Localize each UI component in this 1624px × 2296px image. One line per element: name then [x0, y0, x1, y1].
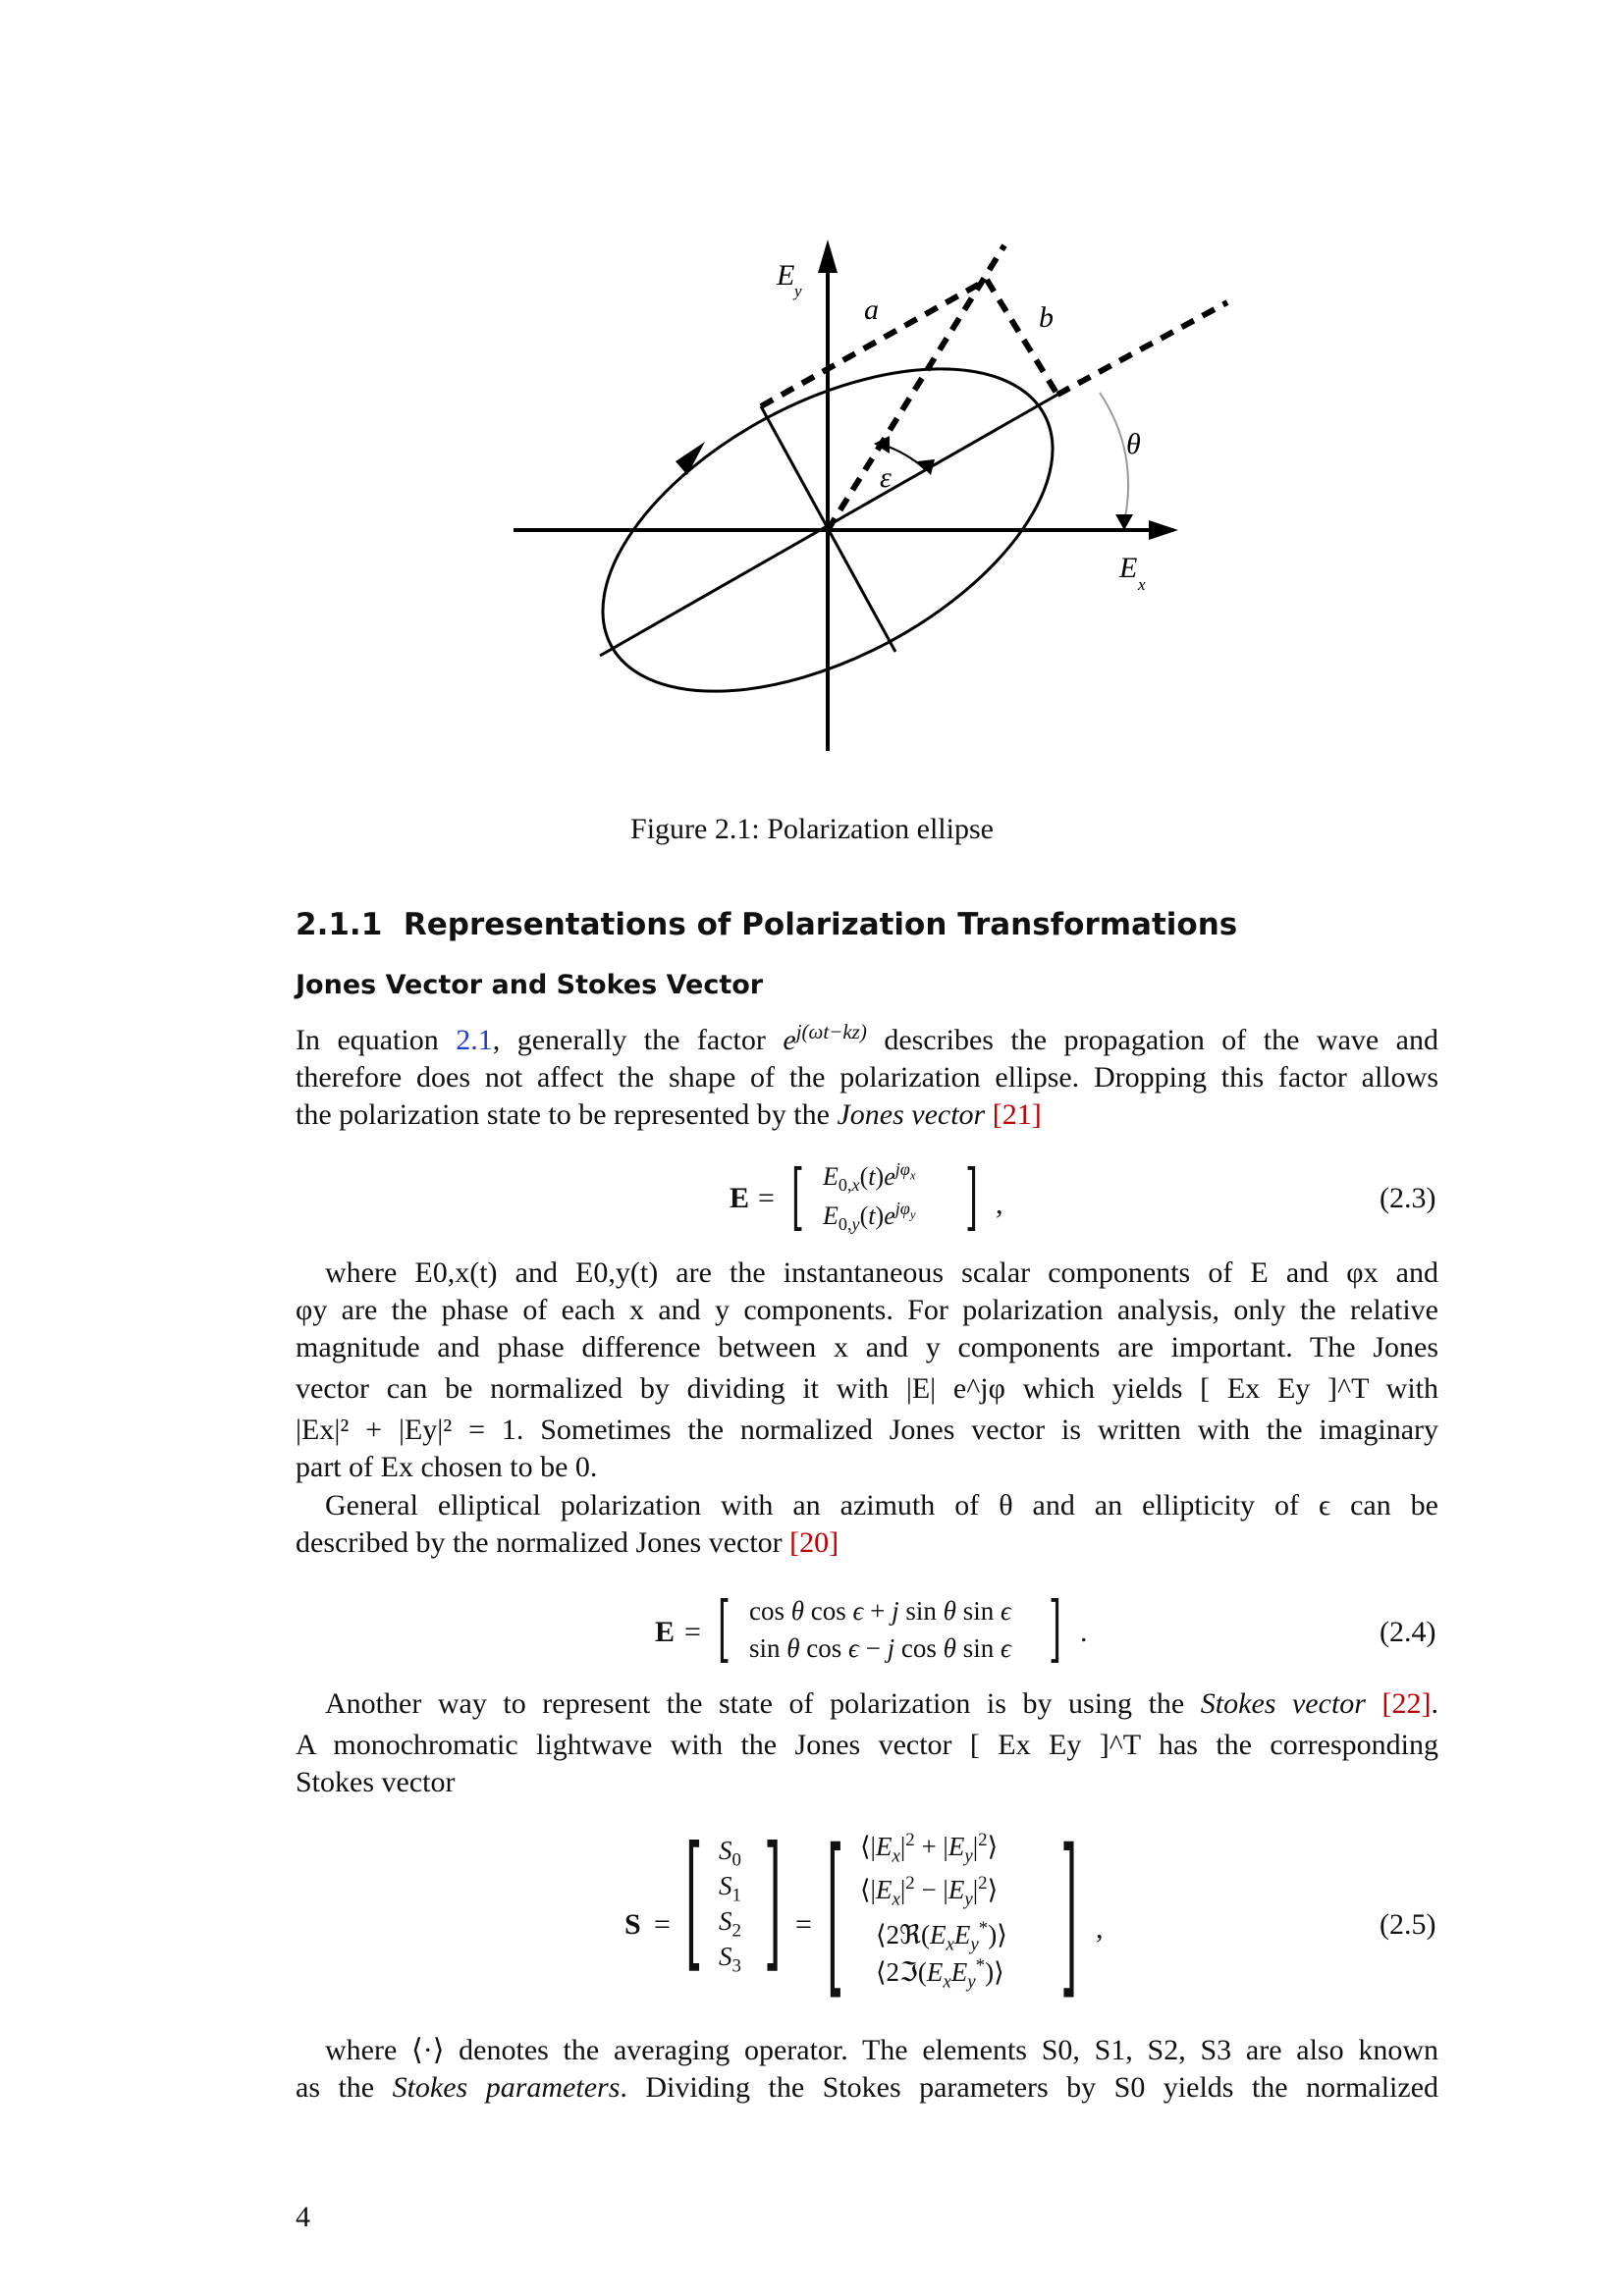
ex-label: E: [1119, 552, 1138, 584]
para5-line1: where ⟨·⟩ denotes the averaging operator. The elements S0, S1, S2, S3 are also known: [325, 2034, 1438, 2066]
citation-22[interactable]: [22]: [1381, 1687, 1432, 1720]
para2-line5: |Ex|² + |Ey|² = 1. Sometimes the normalized Jones vector is written with the imaginary: [296, 1414, 1438, 1446]
equation-number-2-4: (2.4): [1380, 1616, 1436, 1648]
ex-axis-arrowhead: [1149, 520, 1178, 540]
para3-line1: General elliptical polarization with an azimuth of θ and an ellipticity of ϵ can be: [325, 1489, 1438, 1522]
citation-21[interactable]: [21]: [992, 1098, 1042, 1131]
paragraph-2: [296, 1255, 1438, 1486]
para2-line3: magnitude and phase difference between x and y components are important. The Jones: [296, 1331, 1438, 1363]
paragraph-5: [296, 2032, 1438, 2107]
theta-arc: [1100, 393, 1128, 522]
figure-caption: Figure 2.1: Polarization ellipse: [630, 813, 994, 845]
diagonal-line: [828, 245, 1004, 530]
label-b: b: [1039, 301, 1054, 334]
major-axis-extension: [1057, 302, 1227, 395]
ey-axis-arrowhead: [818, 240, 838, 273]
theta-arrow: [1115, 514, 1133, 530]
citation-20[interactable]: [20]: [789, 1526, 839, 1559]
para4-line3: Stokes vector: [296, 1766, 456, 1798]
ex-label-sub: x: [1138, 575, 1146, 594]
para4-line2: A monochromatic lightwave with the Jones vector [ Ex Ey ]^T has the corresponding: [296, 1729, 1438, 1761]
para2-line4: vector can be normalized by dividing it with |E| e^jφ which yields [ Ex Ey ]^T with: [296, 1372, 1438, 1405]
polarization-ellipse-figure: [491, 226, 1237, 775]
paragraph-1: [296, 1022, 1438, 1134]
equation-number-2-5: (2.5): [1380, 1908, 1436, 1941]
page-number: 4: [296, 2201, 310, 2233]
equation-2-3: E = [ $E_{0,x}(t)e^{j\varphi_x}$ $E_{0,y}(t)e^{j\varphi_y}$ ] ,: [730, 1154, 1003, 1239]
para1-line1: In equation 2.1, generally the factor $e^{j(\omega t-kz)}$ describes the propagation of the wave and: [296, 1020, 1438, 1056]
equation-number-2-3: (2.3): [1380, 1182, 1436, 1214]
equation-2-4: E = [ cos θ cos ϵ + j sin θ sin ϵ sin θ cos ϵ − j cos θ sin ϵ ] .: [655, 1586, 1088, 1671]
section-heading: [296, 907, 1237, 942]
label-epsilon: ε: [880, 461, 892, 494]
equation-ref-2-1[interactable]: 2.1: [456, 1024, 493, 1056]
label-a: a: [864, 294, 879, 326]
para2-line6: part of Ex chosen to be 0.: [296, 1451, 598, 1483]
para5-line2: as the Stokes parameters. Dividing the Stokes parameters by S0 yields the normalized: [296, 2071, 1439, 2104]
para4-line1: Another way to represent the state of polarization is by using the Stokes vector [22].: [325, 1687, 1438, 1720]
ey-label-sub: y: [794, 282, 802, 300]
para1-line3: the polarization state to be represented by the Jones vector [21]: [296, 1098, 1042, 1131]
paragraph-4: [296, 1685, 1438, 1801]
section-number: 2.1.1: [296, 907, 383, 942]
section-title: Representations of Polarization Transformations: [403, 907, 1238, 942]
label-theta: θ: [1126, 428, 1141, 460]
paragraph-3: [296, 1487, 1438, 1562]
para2-line2: φy are the phase of each x and y components. For polarization analysis, only the relative: [296, 1294, 1438, 1326]
ey-label: E: [777, 259, 795, 292]
para3-line2: described by the normalized Jones vector [20]: [296, 1526, 839, 1559]
subsection-heading: Jones Vector and Stokes Vector: [296, 970, 764, 1000]
para1-line2: therefore does not affect the shape of the polarization ellipse. Dropping this factor allows: [296, 1061, 1438, 1094]
para2-line1: where E0,x(t) and E0,y(t) are the instantaneous scalar components of E and φx and: [325, 1256, 1438, 1289]
equation-2-5: S = [ $S_0$ $S_1$ $S_2$ $S_3$ ] = [ $⟨|E_x|^2$ + $|E_y|^2⟩$ $⟨|E_x|^2$ − $|E_y|^2⟩$ $⟨2ℜ(E_xE_y^*)⟩$ $⟨2ℑ(E_xE_y^*)⟩$ ] ,: [624, 1812, 1104, 2015]
